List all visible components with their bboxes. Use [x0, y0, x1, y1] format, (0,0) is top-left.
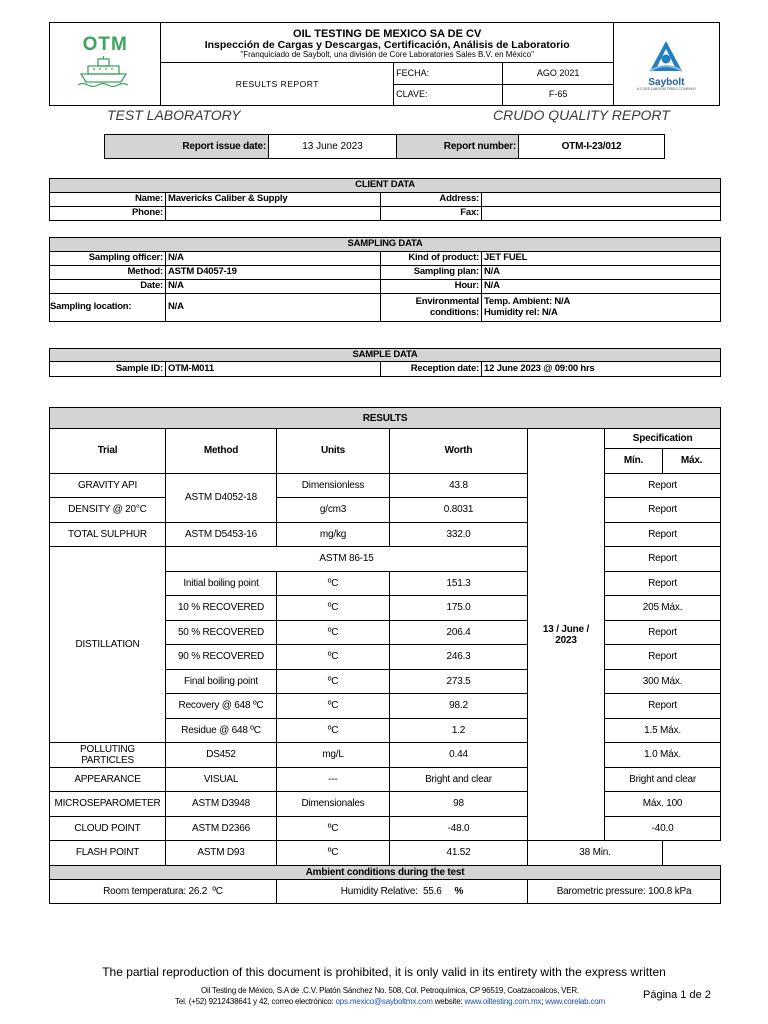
spec: Report	[605, 694, 721, 719]
method: ASTM D2366	[166, 816, 277, 841]
units: mg/L	[277, 743, 390, 768]
footer-contact-line: Tel. (+52) 9212438641 y 42, correo electrónico: ops.mexico@sayboltmx.com website: www.oiltesting.com.mx; www.corelab.com	[175, 996, 605, 1006]
sampling-hour-label: Hour:	[381, 280, 482, 294]
sampling-officer-label: Sampling officer:	[50, 252, 166, 266]
saybolt-logo-icon	[646, 39, 686, 77]
worth: 151.3	[390, 571, 528, 596]
spec: 300 Máx.	[605, 669, 721, 694]
trial-name-line-2: PARTICLES	[81, 754, 134, 766]
clave-value: F-65	[503, 84, 613, 105]
result-row-flash-point	[50, 841, 721, 866]
sampling-date-label: Date:	[50, 280, 166, 294]
result-row-sulphur	[50, 522, 721, 547]
result-row-appearance	[50, 767, 721, 792]
sample-id-value: OTM-M011	[166, 362, 381, 377]
test-date-cell	[528, 429, 605, 841]
spec: Report	[605, 620, 721, 645]
distillation-method: ASTM 86-15	[166, 547, 528, 572]
test-date-line-2: 2023	[555, 634, 577, 646]
pressure-cell	[528, 879, 721, 904]
results-title: RESULTS	[50, 408, 721, 429]
header-max: Máx.	[663, 449, 721, 474]
humidity-cell	[277, 879, 528, 904]
result-row-polluting	[50, 743, 721, 768]
sample-id-label: Sample ID:	[50, 362, 166, 377]
env-humidity: Humidity rel: N/A	[484, 306, 558, 318]
otm-logo-text: OTM	[82, 33, 128, 55]
pressure-value: 100.8	[648, 885, 673, 897]
env-label-line-2: conditions:	[430, 306, 479, 318]
distillation-step: Initial boiling point	[166, 571, 277, 596]
units: ºC	[277, 718, 390, 743]
distillation-header-row	[50, 547, 721, 572]
units: ºC	[277, 669, 390, 694]
spec: Report	[605, 522, 721, 547]
environmental-conditions-label	[381, 294, 482, 322]
header-trial: Trial	[50, 429, 166, 474]
sampling-method-label: Method:	[50, 266, 166, 280]
distillation-step: 90 % RECOVERED	[166, 645, 277, 670]
units: ºC	[277, 645, 390, 670]
worth: 43.8	[390, 473, 528, 498]
method: ASTM D3948	[166, 792, 277, 817]
distillation-spec: Report	[605, 547, 721, 572]
header-specification: Specification	[605, 429, 721, 449]
trial-name: CLOUD POINT	[50, 816, 166, 841]
sampling-hour-value: N/A	[482, 280, 721, 294]
client-name-value: Mavericks Caliber & Supply	[166, 193, 381, 207]
spec: Report	[605, 473, 721, 498]
header-units: Units	[277, 429, 390, 474]
method-shared: ASTM D4052-18	[166, 473, 277, 522]
worth: 41.52	[390, 841, 528, 866]
worth: 246.3	[390, 645, 528, 670]
units: ºC	[277, 571, 390, 596]
header-worth: Worth	[390, 429, 528, 474]
client-phone-value	[166, 207, 381, 221]
distillation-step: 10 % RECOVERED	[166, 596, 277, 621]
test-laboratory-title: TEST LABORATORY	[107, 107, 241, 123]
footer-email-link[interactable]: ops.mexico@sayboltmx.com	[335, 996, 433, 1006]
footer-phone: Tel. (+52) 9212438641 y 42, correo electrónico:	[175, 996, 334, 1006]
reception-date-value: 12 June 2023 @ 09:00 hrs	[482, 362, 721, 377]
worth: 332.0	[390, 522, 528, 547]
distillation-step: Residue @ 648 ºC	[166, 718, 277, 743]
trial-name-line-1: POLLUTING	[80, 743, 135, 755]
saybolt-logo-cell	[613, 23, 719, 106]
footer-address-block	[140, 986, 640, 1008]
units: ---	[277, 767, 390, 792]
spec: Report	[605, 498, 721, 523]
sample-data-table	[49, 348, 721, 377]
doc-type: RESULTS REPORT	[161, 63, 394, 106]
room-temp-label: Room temperatura:	[103, 885, 186, 897]
ambient-row	[50, 879, 721, 904]
worth: 98.2	[390, 694, 528, 719]
sampling-officer-value: N/A	[166, 252, 381, 266]
page-number: Página 1 de 2	[643, 989, 711, 1001]
spec: 1.0 Máx.	[605, 743, 721, 768]
worth: 98	[390, 792, 528, 817]
units: ºC	[277, 620, 390, 645]
trial-name: DENSITY @ 20°C	[50, 498, 166, 523]
result-row-microseparometer	[50, 792, 721, 817]
env-temp: Temp. Ambient: N/A	[484, 296, 571, 308]
method: DS452	[166, 743, 277, 768]
env-label-line-1: Environmental	[415, 296, 479, 308]
result-row-cloud-point	[50, 816, 721, 841]
client-phone-label: Phone:	[50, 207, 166, 221]
distillation-trial: DISTILLATION	[50, 547, 166, 743]
trial-name: TOTAL SULPHUR	[50, 522, 166, 547]
worth: Bright and clear	[390, 767, 528, 792]
environmental-conditions-value	[482, 294, 721, 322]
issue-date-value: 13 June 2023	[269, 135, 397, 159]
units: ºC	[277, 596, 390, 621]
distillation-step: 50 % RECOVERED	[166, 620, 277, 645]
product-kind-value: JET FUEL	[482, 252, 721, 266]
client-data-title: CLIENT DATA	[50, 179, 721, 193]
method: ASTM D5453-16	[166, 522, 277, 547]
document-header	[49, 22, 720, 106]
test-date-line-1: 13 / June /	[542, 623, 590, 635]
report-number-value: OTM-I-23/012	[519, 135, 665, 159]
worth: 175.0	[390, 596, 528, 621]
spec: 205 Máx.	[605, 596, 721, 621]
humidity-value: 55.6	[422, 885, 442, 897]
sampling-method-value: ASTM D4057-19	[166, 266, 381, 280]
room-temp-unit: ºC	[212, 885, 223, 897]
spec: Máx. 100	[605, 792, 721, 817]
pressure-label: Barometric pressure:	[556, 885, 646, 897]
company-name: OIL TESTING DE MEXICO SA DE CV	[293, 27, 482, 40]
reception-date-label: Reception date:	[381, 362, 482, 377]
sampling-data-title: SAMPLING DATA	[50, 238, 721, 252]
units: Dimensionales	[277, 792, 390, 817]
sampling-location-value: N/A	[166, 294, 381, 322]
spec: Bright and clear	[605, 767, 721, 792]
spec: 38 Min.	[528, 841, 663, 866]
trial-name: FLASH POINT	[50, 841, 166, 866]
footer-address: Oil Testing de México, S.A de .C.V. Platón Sánchez No. 508, Col. Petroquímica, CP 96519, Coatzacoalcos, VER.	[200, 986, 580, 995]
issue-date-label: Report issue date:	[105, 135, 269, 159]
method: VISUAL	[166, 767, 277, 792]
spec: Report	[605, 571, 721, 596]
clave-label: CLAVE:	[394, 84, 503, 105]
sample-data-title: SAMPLE DATA	[50, 349, 721, 362]
report-info-strip	[104, 134, 665, 159]
client-address-value	[482, 193, 721, 207]
header-min: Mín.	[605, 449, 663, 474]
results-table	[49, 407, 721, 904]
crudo-report-title: CRUDO QUALITY REPORT	[493, 107, 670, 123]
spec: -40.0	[605, 816, 721, 841]
worth: 0.8031	[390, 498, 528, 523]
product-kind-label: Kind of product:	[381, 252, 482, 266]
fecha-label: FECHA:	[394, 63, 503, 84]
client-fax-value	[482, 207, 721, 221]
saybolt-name: Saybolt	[648, 76, 685, 88]
report-number-label: Report number:	[397, 135, 519, 159]
footer-reproduction-note: The partial reproduction of this document is prohibited, it is only valid in its entirety with the express written	[102, 965, 666, 979]
units: g/cm3	[277, 498, 390, 523]
result-row-gravity	[50, 473, 721, 498]
saybolt-tagline: A CORE LABORATORIES COMPANY	[636, 86, 697, 91]
trial-name: MICROSEPAROMETER	[50, 792, 166, 817]
units: ºC	[277, 694, 390, 719]
footer-website-label: website:	[434, 996, 463, 1006]
otm-logo-cell	[50, 23, 161, 106]
sampling-plan-label: Sampling plan:	[381, 266, 482, 280]
footer-website-link-2[interactable]: www.corelab.com	[545, 996, 605, 1006]
distillation-step: Final boiling point	[166, 669, 277, 694]
company-subtitle: Inspección de Cargas y Descargas, Certificación, Análisis de Laboratorio	[204, 38, 570, 51]
room-temp-value: 26.2	[188, 885, 208, 897]
worth: 0.44	[390, 743, 528, 768]
distillation-step: Recovery @ 648 ºC	[166, 694, 277, 719]
humidity-unit: %	[454, 885, 464, 897]
trial-name	[50, 743, 166, 768]
franchise-note: "Franquiciado de Saybolt, una división de Core Laboratories Sales B.V. en México"	[240, 50, 534, 60]
spec: Report	[605, 645, 721, 670]
trial-name: GRAVITY API	[50, 473, 166, 498]
client-fax-label: Fax:	[381, 207, 482, 221]
units: mg/kg	[277, 522, 390, 547]
ship-icon	[52, 56, 155, 90]
trial-name: APPEARANCE	[50, 767, 166, 792]
pressure-unit: kPa	[674, 885, 692, 897]
client-name-label: Name:	[50, 193, 166, 207]
ambient-title: Ambient conditions during the test	[50, 865, 721, 879]
sampling-location-label: Sampling location:	[50, 294, 166, 322]
sampling-date-value: N/A	[166, 280, 381, 294]
room-temp-cell	[50, 879, 277, 904]
units: ºC	[277, 841, 390, 866]
client-address-label: Address:	[381, 193, 482, 207]
worth: 273.5	[390, 669, 528, 694]
company-block	[161, 23, 613, 63]
worth: -48.0	[390, 816, 528, 841]
result-row-density	[50, 498, 721, 523]
method: ASTM D93	[166, 841, 277, 866]
humidity-label: Humidity Relative:	[340, 885, 418, 897]
client-data-table	[49, 178, 721, 221]
units: Dimensionless	[277, 473, 390, 498]
units: ºC	[277, 816, 390, 841]
footer-website-link-1[interactable]: www.oiltesting.com.mx	[464, 996, 542, 1006]
sampling-plan-value: N/A	[482, 266, 721, 280]
worth: 206.4	[390, 620, 528, 645]
fecha-value: AGO 2021	[503, 63, 613, 84]
header-method: Method	[166, 429, 277, 474]
sampling-data-table	[49, 237, 721, 322]
worth: 1.2	[390, 718, 528, 743]
spec: 1.5 Máx.	[605, 718, 721, 743]
